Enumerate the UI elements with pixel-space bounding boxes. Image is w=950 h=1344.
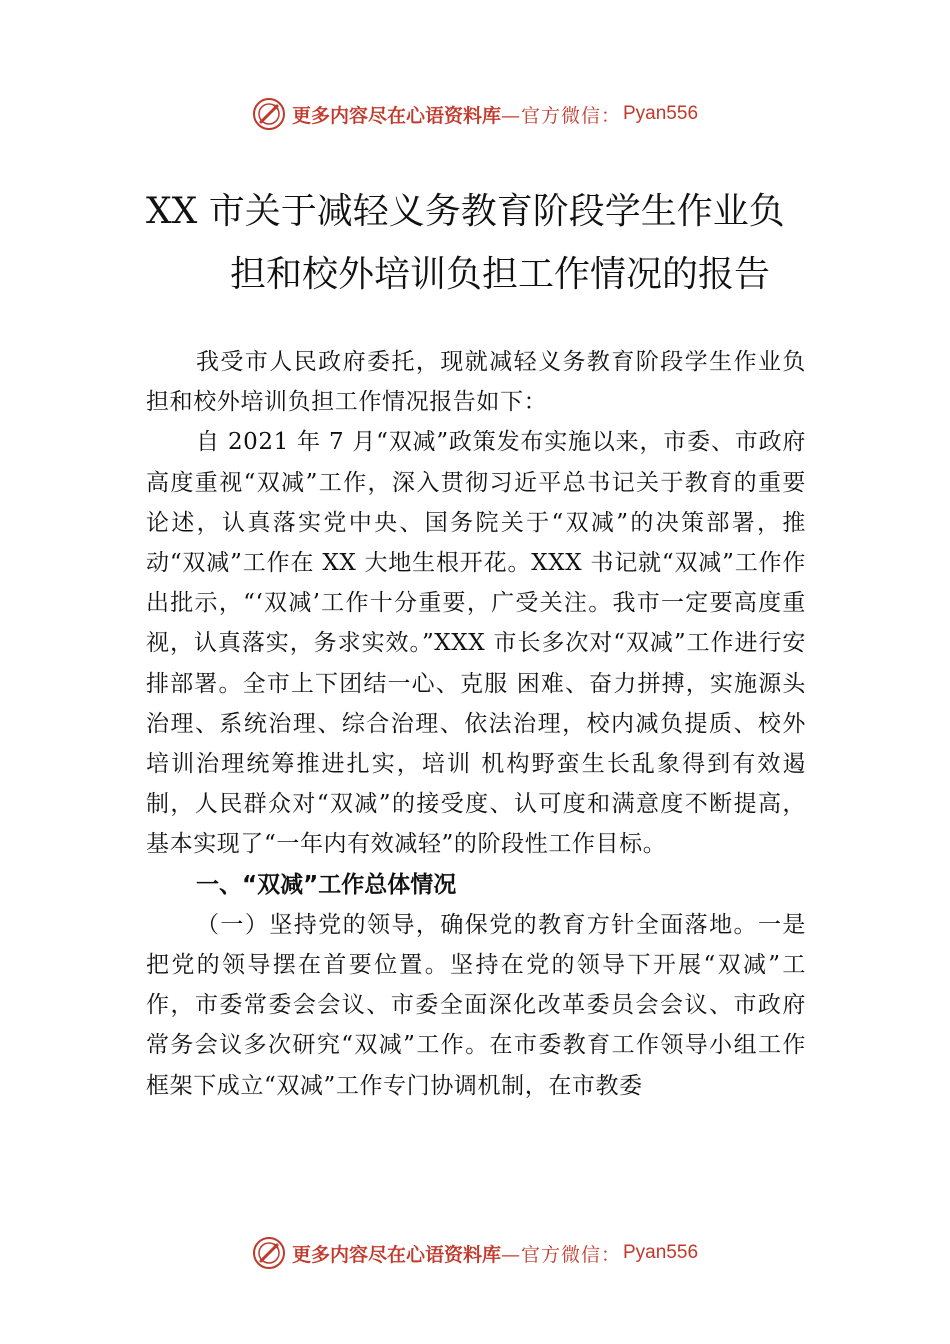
watermark-brand: 更多内容尽在心语资料库	[291, 1243, 501, 1266]
watermark-handle: Pyan556	[623, 103, 699, 124]
watermark-footer	[0, 1233, 950, 1273]
watermark-separator: —官方微信：	[500, 1243, 621, 1266]
paragraph-intro: 我受市人民政府委托，现就减轻义务教育阶段学生作业负担和校外培训负担工作情况报告如下：	[146, 349, 806, 416]
document-body	[146, 342, 806, 1106]
watermark-handle: Pyan556	[623, 1242, 699, 1263]
watermark-separator: —官方微信：	[500, 104, 621, 127]
watermark-header	[0, 94, 950, 134]
watermark-brand: 更多内容尽在心语资料库	[291, 104, 501, 127]
pen-seal-icon	[252, 97, 286, 131]
paragraph-background: 自 2021 年 7 月“双减”政策发布实施以来，市委、市政府高度重视“双减”工作，深入贯彻习近平总书记关于教育的重要论述，认真落实党中央、国务院关于“双减”的决策部署，推动“双减”工作在 XX 大地生根开花。XXX 书记就“双减”工作作出批示，“‘双减’工作十分重要，广受关注。我市一定要高度重视，认真落实，务求实效。”XXX 市长多次对“双减”工作进行安排部署。全市上下团结一心、克服 困难、奋力拼搏，实施源头治理、系统治理、综合治理、依法治理，校内减负提质、校外培训治理统筹推进扎实，培训 机构野蛮生长乱象得到有效遏制，人民群众对“双减”的接受度、认可度和满意度不断提高，基本实现了“一年内有效减轻”的阶段性工作目标。	[146, 429, 806, 858]
pen-seal-icon	[252, 1236, 286, 1270]
title-line-1: XX 市关于减轻义务教育阶段学生作业负	[146, 191, 785, 232]
paragraph-section-1: （一）坚持党的领导，确保党的教育方针全面落地。一是把党的领导摆在首要位置。坚持在党的领导下开展“双减”工作，市委常委会会议、市委全面深化改革委员会会议、市政府常务会议多次研究“双减”工作。在市委教育工作领导小组工作框架下成立“双减”工作专门协调机制，在市教委	[146, 911, 806, 1099]
title-line-2: 担和校外培训负担工作情况的报告	[230, 254, 771, 295]
section-heading: 一、“双减”工作总体情况	[196, 871, 457, 898]
document-title	[146, 180, 846, 306]
